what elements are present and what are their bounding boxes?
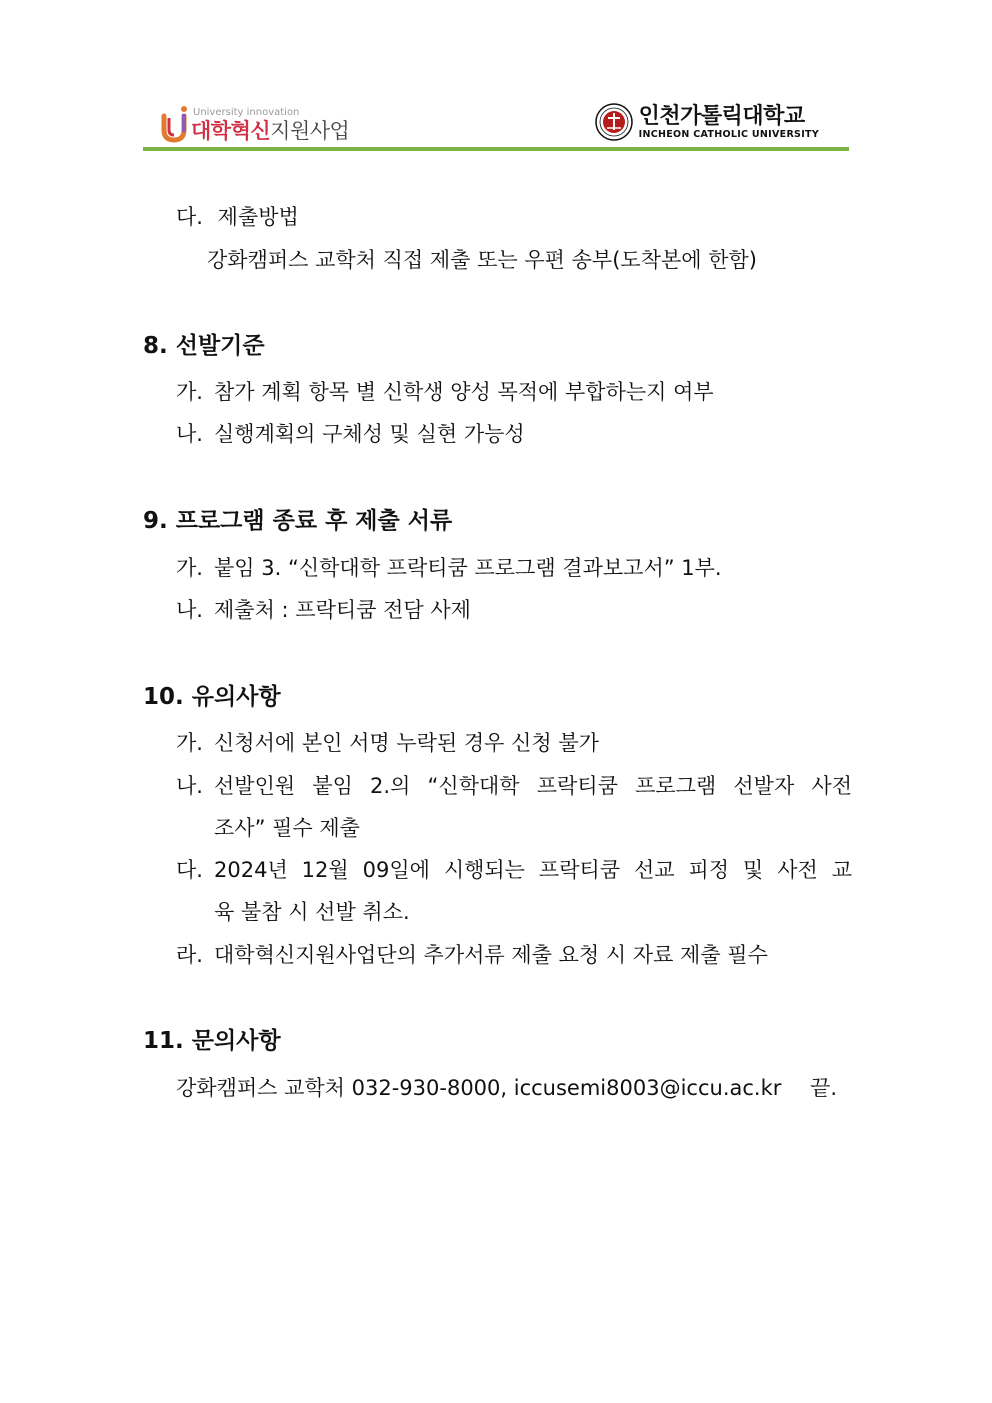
- list-item: 나. 실행계획의 구체성 및 실현 가능성: [176, 422, 525, 446]
- section-heading-10: 10. 유의사항: [143, 684, 281, 710]
- submission-method-item: [176, 203, 299, 231]
- university-seal-icon: [595, 103, 633, 141]
- list-item-continuation: 육 불참 시 선발 취소.: [214, 900, 410, 924]
- section-heading-9: 9. 프로그램 종료 후 제출 서류: [143, 508, 453, 534]
- end-mark: 끝.: [810, 1076, 838, 1100]
- list-item: 가. 신청서에 본인 서명 누락된 경우 신청 불가: [176, 731, 599, 755]
- list-item: 가. 붙임 3. “신학대학 프락티쿰 프로그램 결과보고서” 1부.: [176, 556, 722, 580]
- submission-method-detail: 강화캠퍼스 교학처 직접 제출 또는 우편 송부(도착본에 한함): [207, 248, 757, 272]
- list-item: 나. 제출처 : 프락티쿰 전담 사제: [176, 598, 471, 622]
- u-logo-icon: [159, 104, 189, 144]
- university-name-korean: 인천가톨릭대학교: [638, 103, 805, 129]
- list-item: 다. 2024년 12월 09일에 시행되는 프락티쿰 선교 피정 및 사전 교: [176, 858, 852, 882]
- page-header: [143, 98, 849, 154]
- list-marker: 다.: [176, 205, 203, 229]
- section-heading-8: 8. 선발기준: [143, 333, 265, 359]
- list-item: 가. 참가 계획 항목 별 신학생 양성 목적에 부합하는지 여부: [176, 380, 714, 404]
- contact-info: [176, 1074, 837, 1102]
- logo-subtitle: University innovation: [193, 107, 300, 118]
- logo-title: 대학혁신지원사업: [191, 119, 350, 143]
- list-item: 라. 대학혁신지원사업단의 추가서류 제출 요청 시 자료 제출 필수: [176, 943, 768, 967]
- incheon-catholic-university-logo: [595, 102, 819, 142]
- university-innovation-logo: [159, 102, 349, 144]
- list-item: 나. 선발인원 붙임 2.의 “신학대학 프락티쿰 프로그램 선발자 사전: [176, 774, 852, 798]
- header-divider: [143, 147, 849, 151]
- section-heading-11: 11. 문의사항: [143, 1028, 281, 1054]
- university-name-english: INCHEON CATHOLIC UNIVERSITY: [638, 128, 819, 140]
- list-item-continuation: 조사” 필수 제출: [214, 816, 360, 840]
- contact-text: 강화캠퍼스 교학처 032-930-8000, iccusemi8003@iccu.ac.kr: [176, 1076, 782, 1100]
- list-item-label: 제출방법: [217, 205, 299, 229]
